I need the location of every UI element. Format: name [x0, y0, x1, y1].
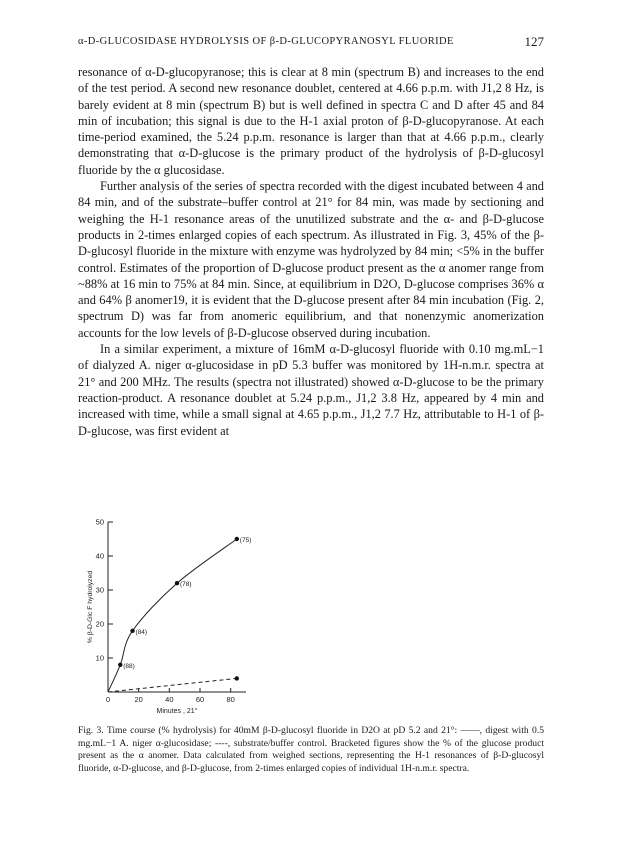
y-axis-title: % β-D-Glc F hydrolyzed — [87, 570, 94, 644]
chart-svg — [78, 514, 278, 724]
figure-caption: Fig. 3. Time course (% hydrolysis) for 40mM β-D-glucosyl fluoride in D2O at pD 5.2 and 21°: ——, digest with 0.5 mg.mL−1 A. niger α-glucosidase; ----, substrate/buffer control. Bracketed figures show the % of the glucose product present as the α anomer. Data calculated from weighed sections, representing the H-1 resonances of β-D-glucosyl fluoride, α-D-glucose, and β-D-glucose, from 2-times enlarged copies of individual 1H-n.m.r. spectra. — [78, 725, 544, 774]
figure-3-chart — [78, 514, 278, 724]
data-point — [175, 581, 179, 585]
data-point — [235, 676, 239, 680]
running-header — [78, 36, 544, 47]
running-title: α-D-GLUCOSIDASE HYDROLYSIS OF β-D-GLUCOPYRANOSYL FLUORIDE — [78, 36, 454, 47]
x-tick-label: 0 — [105, 695, 111, 704]
data-label: (78) — [180, 581, 192, 589]
body-text — [78, 64, 544, 439]
y-tick-label: 20 — [95, 619, 104, 629]
y-tick-label: 30 — [95, 585, 104, 595]
data-label: (75) — [239, 537, 252, 544]
data-point — [235, 537, 239, 541]
data-label: (84) — [135, 628, 148, 636]
x-tick-label: 40 — [165, 695, 174, 704]
data-point — [130, 629, 134, 633]
x-tick-label: 60 — [195, 695, 205, 704]
y-tick-label: 40 — [95, 551, 104, 561]
y-tick-label: 10 — [95, 653, 104, 663]
paragraph-1: resonance of α-D-glucopyranose; this is clear at 8 min (spectrum B) and increases to the end of the test period. A second new resonance doublet, centered at 4.66 p.p.m. with J1,2 8 Hz, is barely evident at 8 min (spectrum B) but is well defined in spectra C and D after 45 and 84 min of incubation; this signal is due to the H-1 axial proton of β-D-glucopyranose. At each time-period examined, the 5.24 p.p.m. resonance is larger than that at 4.66 p.p.m., clearly demonstrating that α-D-glucose is the primary product of the hydrolysis of β-D-glucosyl fluoride by the α glucosidase. — [78, 65, 544, 177]
data-label: (88) — [123, 662, 135, 670]
paragraph-2: Further analysis of the series of spectra recorded with the digest incubated between 4 and 84 min, and of the substrate–buffer control at 21° for 84 min, was made by sectioning and weighing the H-1 resonance areas of the unutilized substrate and the α- and β-D-glucose products in 2-times enlarged copies of each spectrum. As illustrated in Fig. 3, 45% of the β-D-glucosyl fluoride in the mixture with enzyme was hydrolyzed by 84 min; <5% in the buffer control. Estimates of the proportion of D-glucose product present as the α anomer range from ~88% at 16 min to 75% at 84 min. Since, at equilibrium in D2O, D-glucose comprises 36% α and 64% β anomer19, it is evident that the D-glucose present after 84 min incubation (Fig. 2, spectrum D) was far from anomeric equilibrium, and that nonenzymic anomerization accounts for the low levels of β-D-glucose observed during incubation. — [78, 179, 544, 340]
y-tick-label: 50 — [95, 517, 104, 527]
x-tick-label: 20 — [134, 695, 143, 704]
page-number: 127 — [524, 34, 544, 49]
x-axis-title: Minutes , 21° — [156, 708, 198, 715]
data-point — [118, 663, 122, 667]
paragraph-3: In a similar experiment, a mixture of 16mM α-D-glucosyl fluoride with 0.10 mg.mL−1 of dialyzed A. niger α-glucosidase in pD 5.3 buffer was monitored by 1H-n.m.r. spectra at 21° and 200 MHz. The results (spectra not illustrated) showed α-D-glucose to be the primary reaction-product. A resonance doublet at 5.24 p.p.m., J1,2 3.8 Hz, appeared by 4 min and increased with time, while a small signal at 4.65 p.p.m., J1,2 7.7 Hz, attributable to H-1 of β-D-glucose, was first evident at — [78, 342, 544, 438]
series-line-dashed — [108, 678, 237, 692]
x-tick-label: 80 — [226, 695, 235, 704]
